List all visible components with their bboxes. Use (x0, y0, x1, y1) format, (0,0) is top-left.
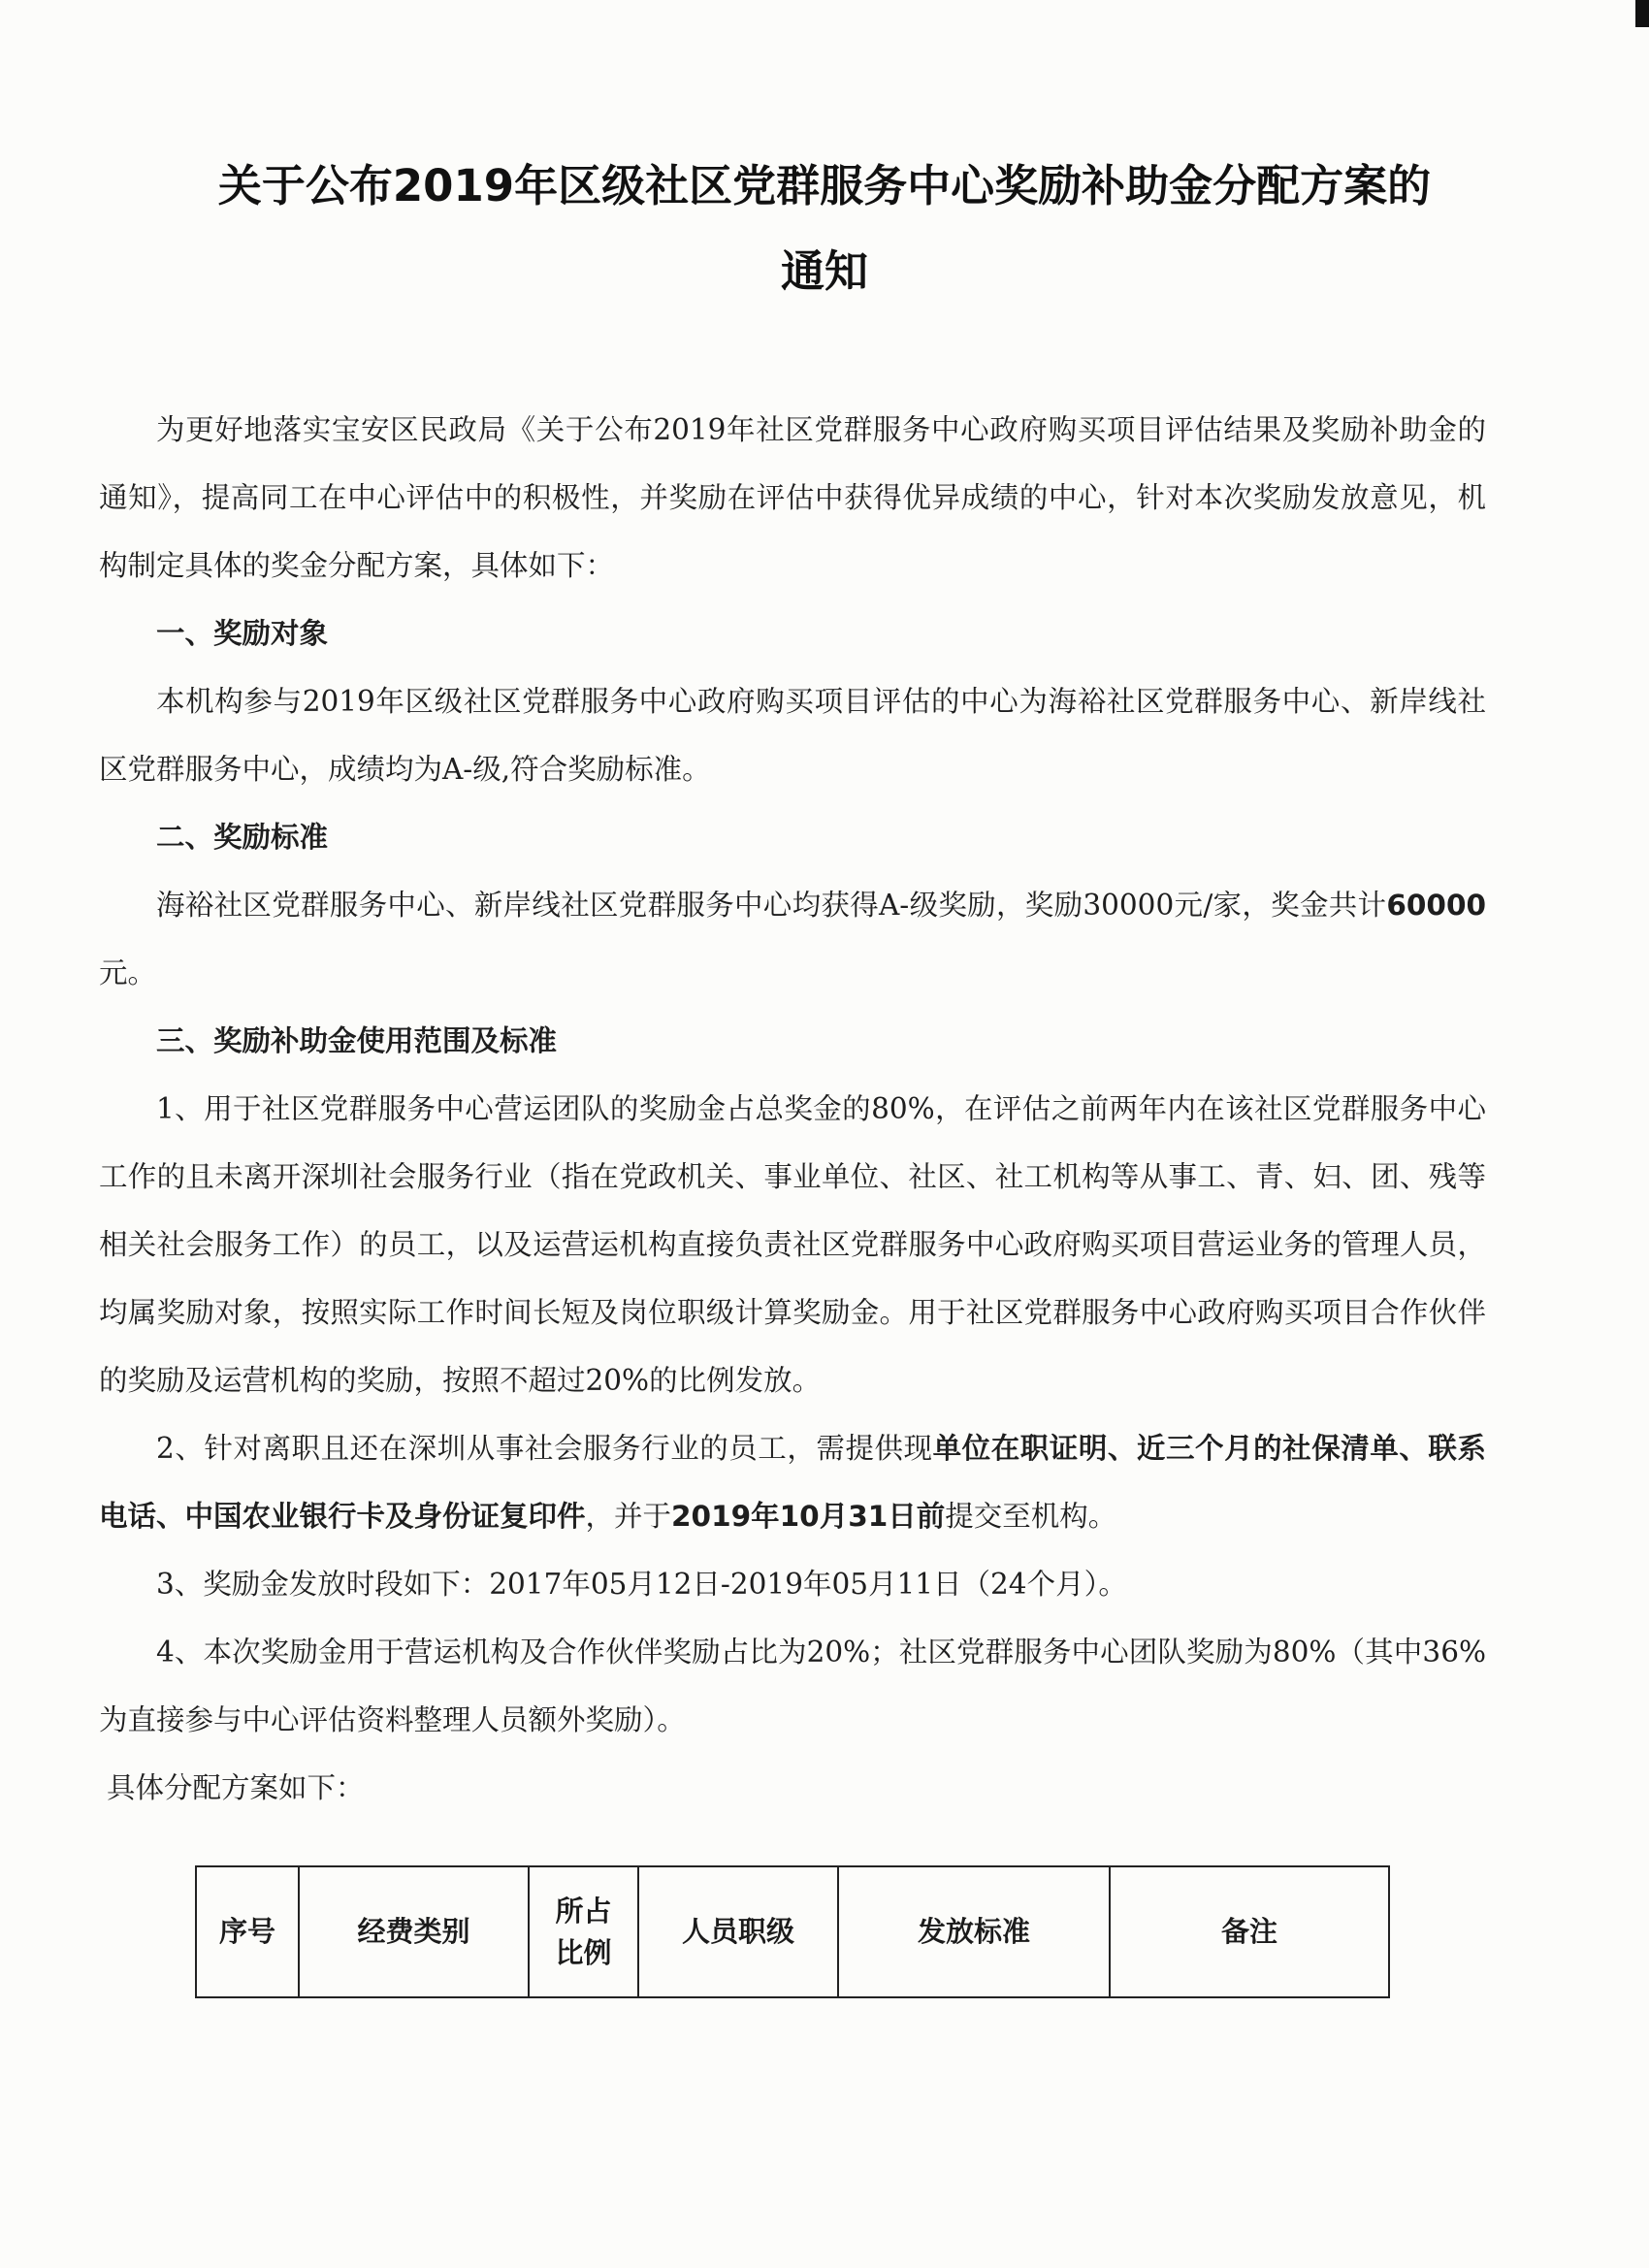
item-2-text-start: 2、针对离职且还在深圳从事社会服务行业的员工，需提供现 (156, 1432, 933, 1465)
header-level: 人员职级 (638, 1866, 838, 1997)
section-2-text-end: 元。 (99, 956, 157, 989)
intro-paragraph: 为更好地落实宝安区民政局《关于公布2019年社区党群服务中心政府购买项目评估结果及奖励补助金的通知》，提高同工在中心评估中的积极性，并奖励在评估中获得优异成绩的中心，针对本次奖励发放意见，机构制定具体的奖金分配方案，具体如下： (99, 413, 1486, 582)
header-standard: 发放标准 (838, 1866, 1110, 1997)
submission-deadline: 2019年10月31日前 (671, 1500, 946, 1533)
section-3-item-2 (99, 1414, 1486, 1550)
total-amount: 60000 (1386, 889, 1486, 922)
header-ratio-line2: 比例 (555, 1935, 612, 1969)
distribution-table (195, 1865, 1390, 1998)
section-3-item-1: 1、用于社区党群服务中心营运团队的奖励金占总奖金的80%，在评估之前两年内在该社区党群服务中心工作的且未离开深圳社会服务行业（指在党政机关、事业单位、社区、社工机构等从事工、青、妇、团、残等相关社会服务工作）的员工，以及运营运机构直接负责社区党群服务中心政府购买项目营运业务的管理人员，均属奖励对象，按照实际工作时间长短及岗位职级计算奖励金。用于社区党群服务中心政府购买项目合作伙伴的奖励及运营机构的奖励，按照不超过20%的比例发放。 (99, 1092, 1486, 1397)
plan-intro: 具体分配方案如下： (107, 1771, 365, 1804)
section-2-heading: 二、奖励标准 (156, 821, 329, 854)
required-documents: 单位在职证明、近三个月的社保清单、联系电话、中国农业银行卡及身份证复印件 (99, 1432, 1486, 1533)
section-2-text (99, 871, 1486, 1007)
header-ratio (529, 1866, 638, 1997)
scan-edge-mark (1635, 0, 1649, 27)
document-body (99, 396, 1486, 1822)
section-3-item-3: 3、奖励金发放时段如下：2017年05月12日-2019年05月11日（24个月）。 (156, 1568, 1127, 1601)
section-3-heading: 三、奖励补助金使用范围及标准 (156, 1024, 558, 1057)
item-2-text-mid: ，并于 (585, 1500, 672, 1533)
section-2-text-start: 海裕社区党群服务中心、新岸线社区党群服务中心均获得A-级奖励，奖励30000元/家，奖金共计 (156, 889, 1387, 922)
header-category: 经费类别 (299, 1866, 529, 1997)
table-header-row (196, 1866, 1389, 1997)
document-title: 关于公布2019年区级社区党群服务中心奖励补助金分配方案的 (217, 160, 1432, 211)
item-2-text-end: 提交至机构。 (945, 1500, 1117, 1533)
section-1-heading: 一、奖励对象 (156, 617, 329, 650)
header-index: 序号 (196, 1866, 299, 1997)
section-1-text: 本机构参与2019年区级社区党群服务中心政府购买项目评估的中心为海裕社区党群服务中心、新岸线社区党群服务中心，成绩均为A-级,符合奖励标准。 (99, 685, 1486, 786)
header-remark: 备注 (1110, 1866, 1389, 1997)
section-3-item-4: 4、本次奖励金用于营运机构及合作伙伴奖励占比为20%；社区党群服务中心团队奖励为80%（其中36%为直接参与中心评估资料整理人员额外奖励）。 (99, 1636, 1486, 1736)
document-title-continued: 通知 (780, 245, 868, 297)
header-ratio-line1: 所占 (555, 1894, 612, 1928)
